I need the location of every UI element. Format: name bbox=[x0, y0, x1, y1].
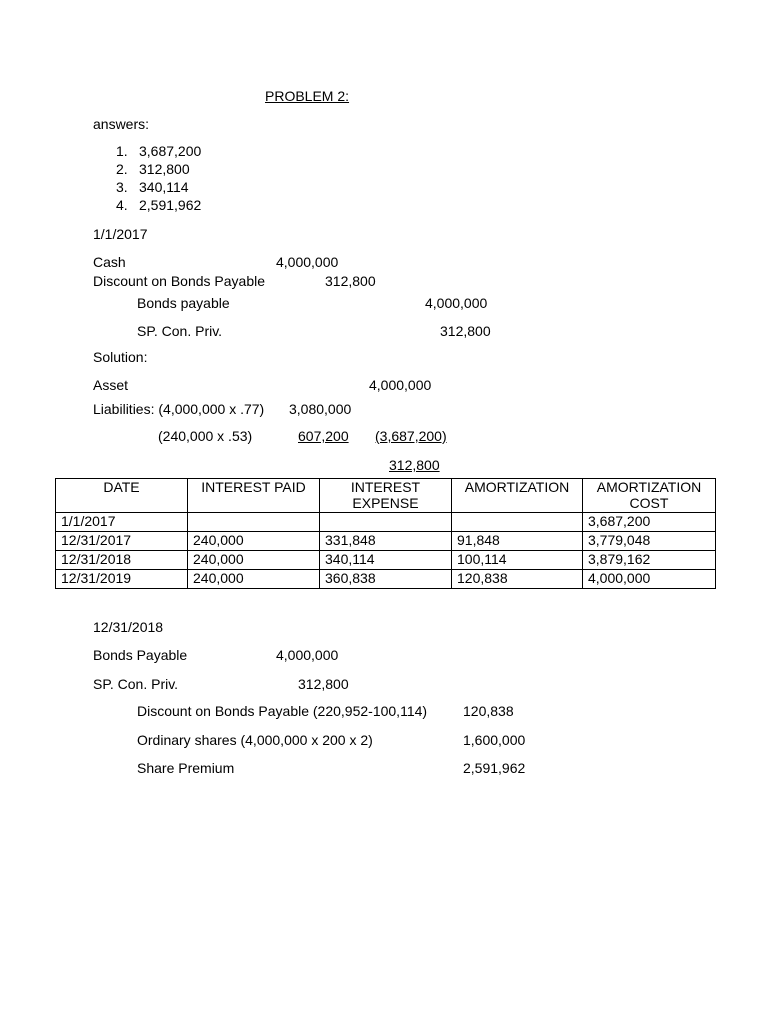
answer-number: 2. bbox=[116, 161, 128, 177]
liabilities-value: 3,080,000 bbox=[289, 401, 352, 417]
entry-account-label: Share Premium bbox=[137, 760, 235, 776]
entry-credit-amount: 4,000,000 bbox=[425, 295, 488, 311]
entry-account-label: Discount on Bonds Payable (220,952-100,114) bbox=[137, 703, 428, 719]
table-header-row bbox=[56, 479, 716, 513]
column-header: INTEREST PAID bbox=[188, 479, 320, 513]
table-cell bbox=[188, 513, 320, 532]
answers-label: answers: bbox=[93, 116, 150, 132]
entry-date: 12/31/2018 bbox=[93, 619, 164, 635]
table-cell: 100,114 bbox=[452, 551, 583, 570]
entry-account-label: Ordinary shares (4,000,000 x 200 x 2) bbox=[137, 732, 373, 748]
answer-value: 2,591,962 bbox=[139, 197, 202, 213]
table-cell: 3,779,048 bbox=[583, 532, 716, 551]
amortization-table bbox=[55, 478, 716, 589]
table-cell: 360,838 bbox=[320, 570, 452, 589]
entry-debit-amount: 312,800 bbox=[325, 273, 376, 289]
table-cell: 4,000,000 bbox=[583, 570, 716, 589]
entry-account-label: Discount on Bonds Payable bbox=[93, 273, 265, 289]
entry-account-label: Bonds Payable bbox=[93, 647, 188, 663]
entry-credit-amount: 312,800 bbox=[440, 323, 491, 339]
answer-value: 312,800 bbox=[139, 161, 190, 177]
entry-credit-amount: 1,600,000 bbox=[463, 732, 526, 748]
table-cell: 12/31/2017 bbox=[56, 532, 188, 551]
table-cell: 340,114 bbox=[320, 551, 452, 570]
entry-credit-amount: 120,838 bbox=[463, 703, 514, 719]
table-cell: 120,838 bbox=[452, 570, 583, 589]
column-header: AMORTIZATION COST bbox=[583, 479, 716, 513]
asset-value: 4,000,000 bbox=[369, 377, 432, 393]
table-cell: 3,687,200 bbox=[583, 513, 716, 532]
interest-value: 607,200 bbox=[298, 428, 349, 444]
entry-debit-amount: 4,000,000 bbox=[276, 254, 339, 270]
table-cell: 1/1/2017 bbox=[56, 513, 188, 532]
table-cell: 91,848 bbox=[452, 532, 583, 551]
table-cell: 12/31/2019 bbox=[56, 570, 188, 589]
difference-value: 312,800 bbox=[389, 457, 440, 473]
table-cell: 12/31/2018 bbox=[56, 551, 188, 570]
entry-debit-amount: 4,000,000 bbox=[276, 647, 339, 663]
table-cell: 3,879,162 bbox=[583, 551, 716, 570]
solution-label: Solution: bbox=[93, 349, 148, 365]
table-row bbox=[56, 551, 716, 570]
entry-account-label: Cash bbox=[93, 254, 126, 270]
table-row bbox=[56, 513, 716, 532]
table-cell: 240,000 bbox=[188, 570, 320, 589]
entry-account-label: Bonds payable bbox=[137, 295, 230, 311]
table-row bbox=[56, 532, 716, 551]
answer-value: 3,687,200 bbox=[139, 143, 202, 159]
table-row bbox=[56, 570, 716, 589]
liabilities-label: Liabilities: (4,000,000 x .77) bbox=[93, 401, 265, 417]
entry-date: 1/1/2017 bbox=[93, 226, 148, 242]
table-cell: 331,848 bbox=[320, 532, 452, 551]
table-cell bbox=[452, 513, 583, 532]
answer-number: 3. bbox=[116, 179, 128, 195]
entry-account-label: SP. Con. Priv. bbox=[137, 323, 223, 339]
entry-debit-amount: 312,800 bbox=[298, 676, 349, 692]
answer-number: 4. bbox=[116, 197, 128, 213]
entry-account-label: SP. Con. Priv. bbox=[93, 676, 179, 692]
table-cell bbox=[320, 513, 452, 532]
asset-label: Asset bbox=[93, 377, 129, 393]
answer-number: 1. bbox=[116, 143, 128, 159]
total-value: (3,687,200) bbox=[375, 428, 447, 444]
answer-value: 340,114 bbox=[139, 179, 189, 195]
table-cell: 240,000 bbox=[188, 532, 320, 551]
column-header: INTEREST EXPENSE bbox=[320, 479, 452, 513]
page-title: PROBLEM 2: bbox=[265, 88, 350, 104]
table-cell: 240,000 bbox=[188, 551, 320, 570]
column-header: AMORTIZATION bbox=[452, 479, 583, 513]
interest-calc: (240,000 x .53) bbox=[158, 428, 253, 444]
entry-credit-amount: 2,591,962 bbox=[463, 760, 526, 776]
column-header: DATE bbox=[56, 479, 188, 513]
